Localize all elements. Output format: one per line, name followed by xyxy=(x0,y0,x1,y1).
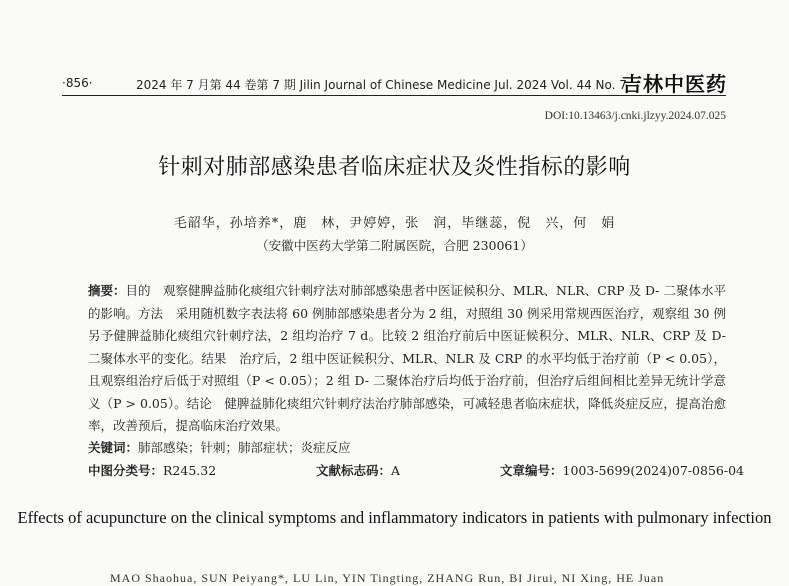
article-number-label: 文章编号： xyxy=(500,463,563,478)
abstract-label: 摘要： xyxy=(88,283,126,298)
document-code xyxy=(316,461,400,479)
doc-code-value: A xyxy=(391,463,401,478)
clc-value: R245.32 xyxy=(163,463,217,478)
journal-header: 2024 年 7 月第 44 卷第 7 期 Jilin Journal of Chinese Medicine Jul. 2024 Vol. 44 No. 7 xyxy=(136,78,627,92)
doi: DOI:10.13463/j.cnki.jlzyy.2024.07.025 xyxy=(544,110,726,122)
page-number: ·856· xyxy=(62,76,93,90)
article-number-value: 1003-5699(2024)07-0856-04 xyxy=(562,463,744,478)
affiliation: （安徽中医药大学第二附属医院，合肥 230061） xyxy=(256,238,533,253)
clc-label: 中图分类号： xyxy=(88,463,164,478)
clc-number xyxy=(88,461,216,479)
abstract-text: 目的 观察健脾益肺化痰组穴针刺疗法对肺部感染患者中医证候积分、MLR、NLR、CRP 及 D- 二聚体水平的影响。方法 采用随机数字表法将 60 例肺部感染患者分为 2 组，对照组 30 例采用常规西医治疗，观察组 30 例另予健脾益肺化痰组穴针刺疗法，2 组均治疗 7 d。比较 2 组治疗前后中医证候积分、MLR、NLR、CRP 及 D- 二聚体水平的变化。结果 治疗后，2 组中医证候积分、MLR、NLR 及 CRP 的水平均低于治疗前（P < 0.05），且观察组治疗后低于对照组（P < 0.05）；2 组 D- 二聚体治疗后均低于治疗前，但治疗后组间相比差异无统计学意义（P > 0.05）。结论 健脾益肺化痰组穴针刺疗法治疗肺部感染，可减轻患者临床症状，降低炎症反应，提高治愈率，改善预后，提高临床治疗效果。 xyxy=(88,283,726,433)
keywords-text: 肺部感染；针刺；肺部症状；炎症反应 xyxy=(138,440,351,455)
journal-logo: 吉林中医药 xyxy=(622,72,727,96)
author-list: 毛韶华，孙培养*，鹿 林，尹婷婷，张 润，毕继蕊，倪 兴，何 娟 xyxy=(173,216,616,231)
header-rule xyxy=(62,95,726,96)
english-authors: MAO Shaohua, SUN Peiyang*, LU Lin, YIN Tingting, ZHANG Run, BI Jirui, NI Xing, HE Juan xyxy=(110,571,665,585)
article-title: 针刺对肺部感染患者临床症状及炎性指标的影响 xyxy=(158,155,631,180)
keywords-label: 关键词： xyxy=(88,440,139,455)
keywords xyxy=(88,438,351,456)
article-number xyxy=(500,461,744,479)
doc-code-label: 文献标志码： xyxy=(316,463,392,478)
abstract xyxy=(88,280,726,438)
english-title: Effects of acupuncture on the clinical symptoms and inflammatory indicators in patients with pulmonary infection xyxy=(17,508,772,527)
